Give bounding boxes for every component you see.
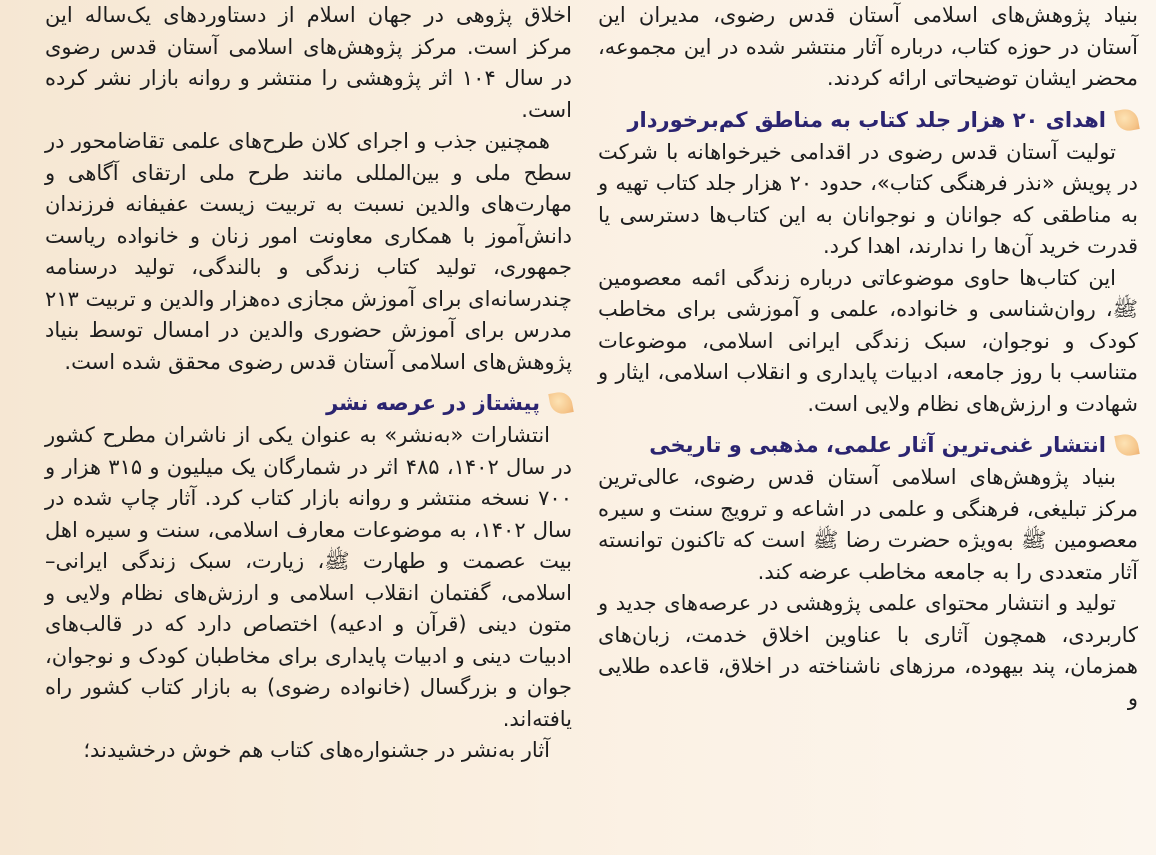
- right-column: [598, 0, 1138, 714]
- leaf-bullet-icon: [548, 390, 573, 415]
- paragraph: همچنین جذب و اجرای کلان طرح‌های علمی تقاضامحور در سطح ملی و بین‌المللی مانند طرح ملی ارتقای آگاهی و مهارت‌های والدین نسبت به تربیت زیست عفیفانه فرزندان دانش‌آموز با همکاری معاونت امور زنان و خانواده ریاست جمهوری، تولید کتاب زندگی و بالندگی، تولید درسنامه چندرسانه‌ای برای آموزش مجازی ده‌هزار والدین و تربیت ۲۱۳ مدرس برای آموزش حضوری والدین در امسال توسط بنیاد پژوهش‌های اسلامی آستان قدس رضوی محقق شده است.: [45, 129, 572, 374]
- section-title: اهدای ۲۰ هزار جلد کتاب به مناطق کم‌برخوردار: [627, 107, 1106, 132]
- section-heading-book-donation: [598, 103, 1138, 137]
- section-heading-leader-in-publishing: [45, 386, 572, 420]
- paragraph: تولید و انتشار محتوای علمی پژوهشی در عرصه‌های جدید و کاربردی، همچون آثاری با عناوین اخلاق خدمت، زبان‌های همزمان، پند بیهوده، مرزهای ناشناخته در اخلاق، قاعده طلایی و: [598, 591, 1138, 710]
- paragraph: تولیت آستان قدس رضوی در اقدامی خیرخواهانه با شرکت در پویش «نذر فرهنگی کتاب»، حدود ۲۰ هزار جلد کتاب تهیه و به مناطقی که جوانان و نوجوانان به این کتاب‌ها دسترسی یا قدرت خرید آن‌ها را ندارند، اهدا کرد.: [598, 139, 1138, 258]
- paragraph: انتشارات «به‌نشر» به عنوان یکی از ناشران مطرح کشور در سال ۱۴۰۲، ۴۸۵ اثر در شمارگان یک میلیون و ۳۱۵ هزار و ۷۰۰ نسخه منتشر و روانه بازار کتاب کرد. آثار چاپ شده در سال ۱۴۰۲، به موضوعات معارف اسلامی، سنت و سیره اهل بیت عصمت و طهارت ﷺ، زیارت، سبک زندگی ایرانی–اسلامی، گفتمان انقلاب اسلامی و ارزش‌های نظام ولایی و متون دینی (قرآن و ادعیه) اختصاص دارد که در قالب‌های ادبیات دینی و ادبیات پایداری برای مخاطبان کودک و نوجوان، جوان و بزرگسال (خانواده رضوی) به بازار کتاب کشور راه یافته‌اند.: [45, 423, 572, 731]
- section-title: پیشتاز در عرصه نشر: [326, 391, 540, 415]
- leaf-bullet-icon: [1114, 107, 1139, 132]
- paragraph: آثار به‌نشر در جشنواره‌های کتاب هم خوش درخشیدند؛: [83, 738, 550, 762]
- leaf-bullet-icon: [1114, 432, 1139, 457]
- intro-paragraph: بنیاد پژوهش‌های اسلامی آستان قدس رضوی، مدیران این آستان در حوزه کتاب، درباره آثار منتشر شده در این مجموعه، محضر ایشان توضیحاتی ارائه کردند.: [598, 3, 1138, 90]
- section-heading-publishing: [598, 428, 1138, 462]
- section-title: انتشار غنی‌ترین آثار علمی، مذهبی و تاریخی: [649, 433, 1106, 457]
- paragraph: اخلاق پژوهی در جهان اسلام از دستاوردهای یک‌ساله این مرکز است. مرکز پژوهش‌های اسلامی آستان قدس رضوی در سال ۱۰۴ اثر پژوهشی را منتشر و روانه بازار نشر کرده است.: [45, 3, 572, 122]
- paragraph: بنیاد پژوهش‌های اسلامی آستان قدس رضوی، عالی‌ترین مرکز تبلیغی، فرهنگی و علمی در اشاعه و ترویج سنت و سیره معصومین ﷺ به‌ویژه حضرت رضا ﷺ است که تاکنون توانسته آثار متعددی را به جامعه مخاطب عرضه کند.: [598, 465, 1138, 584]
- paragraph: این کتاب‌ها حاوی موضوعاتی درباره زندگی ائمه معصومین ﷺ، روان‌شناسی و خانواده، علمی و آموزشی برای مخاطب کودک و نوجوان، سبک زندگی ایرانی اسلامی، موضوعات متناسب با روز جامعه، ادبیات پایداری و انقلاب اسلامی، ایثار و شهادت و ارزش‌های نظام ولایی است.: [598, 265, 1138, 416]
- left-column: [45, 0, 572, 767]
